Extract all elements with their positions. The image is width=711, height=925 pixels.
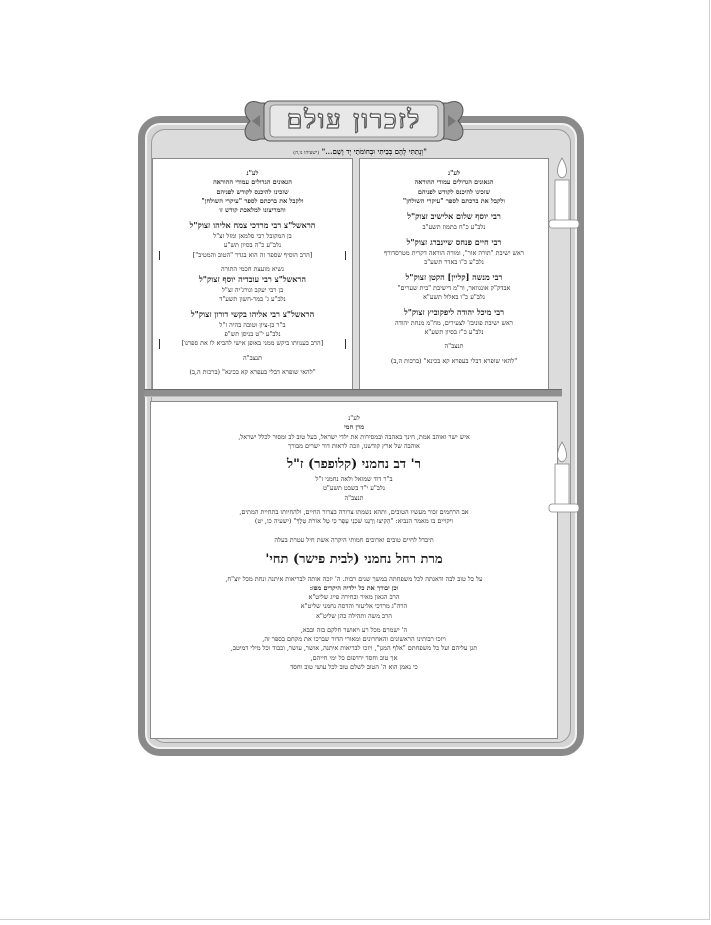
left-memorial-column xyxy=(152,158,353,394)
text-line: נלב"ע כ"ו באדר תשע"ב xyxy=(424,257,484,266)
text-line: על כל טוב לבה ודאגתה לכל משפחתה במשך שנים רבות. ה' יזכה אותה לבריאות איתנה ונחת מכל יוצ"ח, xyxy=(225,574,483,583)
text-line: [הרב בענוותו ביקש ממני באופן אישי להביא לו את ספרנו] xyxy=(159,339,346,348)
text-line: וכן יבורך את כל ילדיה היקרים מפז: xyxy=(309,583,399,592)
text-line: תנצב"ה xyxy=(344,493,364,502)
text-line: אב הרחמים זכור מעשיו הטובים, ותהא נשמתו צרורה בצרור החיים, ולהחיותו בתחיית המתים, xyxy=(239,507,469,516)
text-line: תיבדל לחיים טובים וארוכים חמותי היקרה אשת חיל עטרת בעלה xyxy=(274,536,434,545)
title-banner xyxy=(240,91,468,149)
text-line: תנצב"ה xyxy=(242,353,263,362)
text-line: ולקבל את ברכתם לספר "עיקרי השולחן" xyxy=(201,196,304,205)
text-line: הרב הגאון מאיר ובחירה פייג שליט"א xyxy=(308,593,400,602)
section-divider xyxy=(144,389,562,397)
text-line: לע"נ xyxy=(447,169,460,177)
right-memorial-column xyxy=(359,158,549,394)
text-line: שזכינו להיכנס לקודש לפניהם xyxy=(216,187,289,196)
text-line: איש ישר ואוהב אמת, חינך באהבה ובמסירות את ילדי ישראל, בעל טוב לב ומסור לכלל ישראל, xyxy=(238,432,470,441)
banner-title: לזכרון עולם xyxy=(286,105,422,134)
subtitle-source: (ישעיהו נו,ה) xyxy=(293,150,320,156)
text-line: ולקבל את ברכתם לספר "עיקרי השולחן" xyxy=(402,196,506,205)
bottom-memorial-section xyxy=(150,401,558,739)
text-line: ה' ישמרם מכל רע ויאושר חלקם בזה ובבא, xyxy=(300,625,408,634)
text-line: והמריצונו למלאכת קודש זו xyxy=(219,206,286,215)
text-line: שזכינו להיכנס לקודש לפניהם xyxy=(417,187,491,196)
text-line: הגאונים הגדולים עמודי ההוראה xyxy=(213,178,292,187)
text-line: אבדק"ק אונגוואר, ור"מ דישיבת "בית שערים" xyxy=(397,283,511,292)
text-line: [הרב הוסיף שספר זה הוא בגדר "הטוב והמטיב"] xyxy=(159,251,346,260)
text-line: לע"נ xyxy=(348,414,360,422)
text-line: נלב"ע כ"ח בתמוז תשע"ב xyxy=(422,222,486,231)
text-line: תנצב"ה xyxy=(444,342,464,351)
text-line: ראש ישיבת "תורה אור", ומורה הוראה דקרית מטרסדורף xyxy=(383,248,525,257)
text-line: רבי מנשה [קליין] הקטן זצוק"ל xyxy=(405,272,503,283)
text-line: הרב משה ותהילה כהן שליט"א xyxy=(316,611,392,620)
text-line: נלב"ע כ"ו באלול תשע"א xyxy=(423,293,485,302)
subtitle-verse: "וְנָתַתִּי לָהֶם בְּבֵיתִי וּבְחוֹמֹתַי יָד וָשֵׁם..." xyxy=(321,147,427,156)
text-line: ב"ר בן-ציון וטובה בהיה ז"ל xyxy=(219,320,286,329)
text-line: רבי חיים פנחס שיינברג זצוק"ל xyxy=(406,237,502,247)
text-line: אוהבה של ארץ קודשנו, וזכה לראות דור ישרים מבורך xyxy=(288,441,420,450)
text-line: כי נאמן הוא ה' הטוב לשלם טוב לכל עושי טוב וחסד xyxy=(290,663,418,672)
text-line: ב"ר דוד שמואל ולאה נחמני ז"ל xyxy=(315,474,393,483)
text-line: רבי יוסף שלום אלישיב זצוק"ל xyxy=(407,211,501,222)
text-line: אך טוב וחסד ירדפום כל ימי חייהם, xyxy=(310,653,398,662)
text-line: הראשל"צ רבי עובדיה יוסף זצוק"ל xyxy=(199,274,306,285)
candle-icon xyxy=(548,156,580,234)
text-line: נלב"ע ג' במר-חשון תשע"ד xyxy=(219,295,286,303)
text-line: הגאונים הגדולים עמודי ההוראה xyxy=(414,178,494,187)
text-line: בן המקובל רבי סלמאן ומזל זצ"ל xyxy=(213,232,292,240)
text-line: ויזכו רבותינו הראשונים והאחרונים ומאורי הדור שברכו את מקחם בספר זה, xyxy=(262,635,446,644)
text-line: רבי מיכל יהודה ליפקוביץ זצוק"ל xyxy=(403,307,504,318)
text-line: נלב"ע כ"ז בסיון תשע"א xyxy=(424,328,484,337)
text-line: נלב"ע י"ד בשבט תשע"ט xyxy=(323,484,385,493)
text-line: לע"נ xyxy=(246,169,259,177)
text-line: ויקויים בו מאמר הנביא: "הָקִיצוּ וְרַנְּנוּ שֹׁכְנֵי עָפָר כִּי טַל אוֹרֹת טַלֶּךָ" (ישעיה כו, יט) xyxy=(254,517,454,526)
text-line: הראשל"צ רבי מרדכי צמח אליהו זצוק"ל xyxy=(189,220,316,231)
text-line: נשיא מועצת חכמי התורה xyxy=(221,264,284,273)
candle-icon xyxy=(548,440,580,518)
text-line: ראש ישיבת פוניבז' לצעירים, מח"מ מנחת יהודה xyxy=(395,318,513,327)
text-line: נלב"ע י"ט בניסן תש"פ xyxy=(224,330,281,339)
text-line: בן רבי יעקב וגורג'יה זצ"ל xyxy=(221,285,284,294)
text-line: מרת רחל נחמני (לבית פישר) תחי' xyxy=(265,551,443,567)
text-line: "להאי שופרא דבלי בעפרא קא בכינא" (ברכות ה,ב) xyxy=(189,368,316,376)
text-line: הרה"ג מרדכי אליעזר והדסה נחמני שליט"א xyxy=(300,602,408,611)
text-line: ר' דב נחמני (קלופפר) ז"ל xyxy=(287,457,421,473)
subtitle xyxy=(260,147,460,156)
text-line: תגן עליהם ועל כל משפחתם "אלף המגן", ויזכו לבריאות איתנה, אושר, עושר, וכבוד וכל מילי דמיטב, xyxy=(230,644,478,653)
text-line: מרן חמי xyxy=(343,423,365,432)
text-line: נלב"ע כ"ה בסיון תש"ע xyxy=(223,241,282,250)
text-line: הראשל"צ רבי אליהו בקשי דורון זצוק"ל xyxy=(190,309,315,320)
text-line: "להאי שופרא דבלי בעפרא קא בכינא" (ברכות ה,ב) xyxy=(390,356,518,365)
